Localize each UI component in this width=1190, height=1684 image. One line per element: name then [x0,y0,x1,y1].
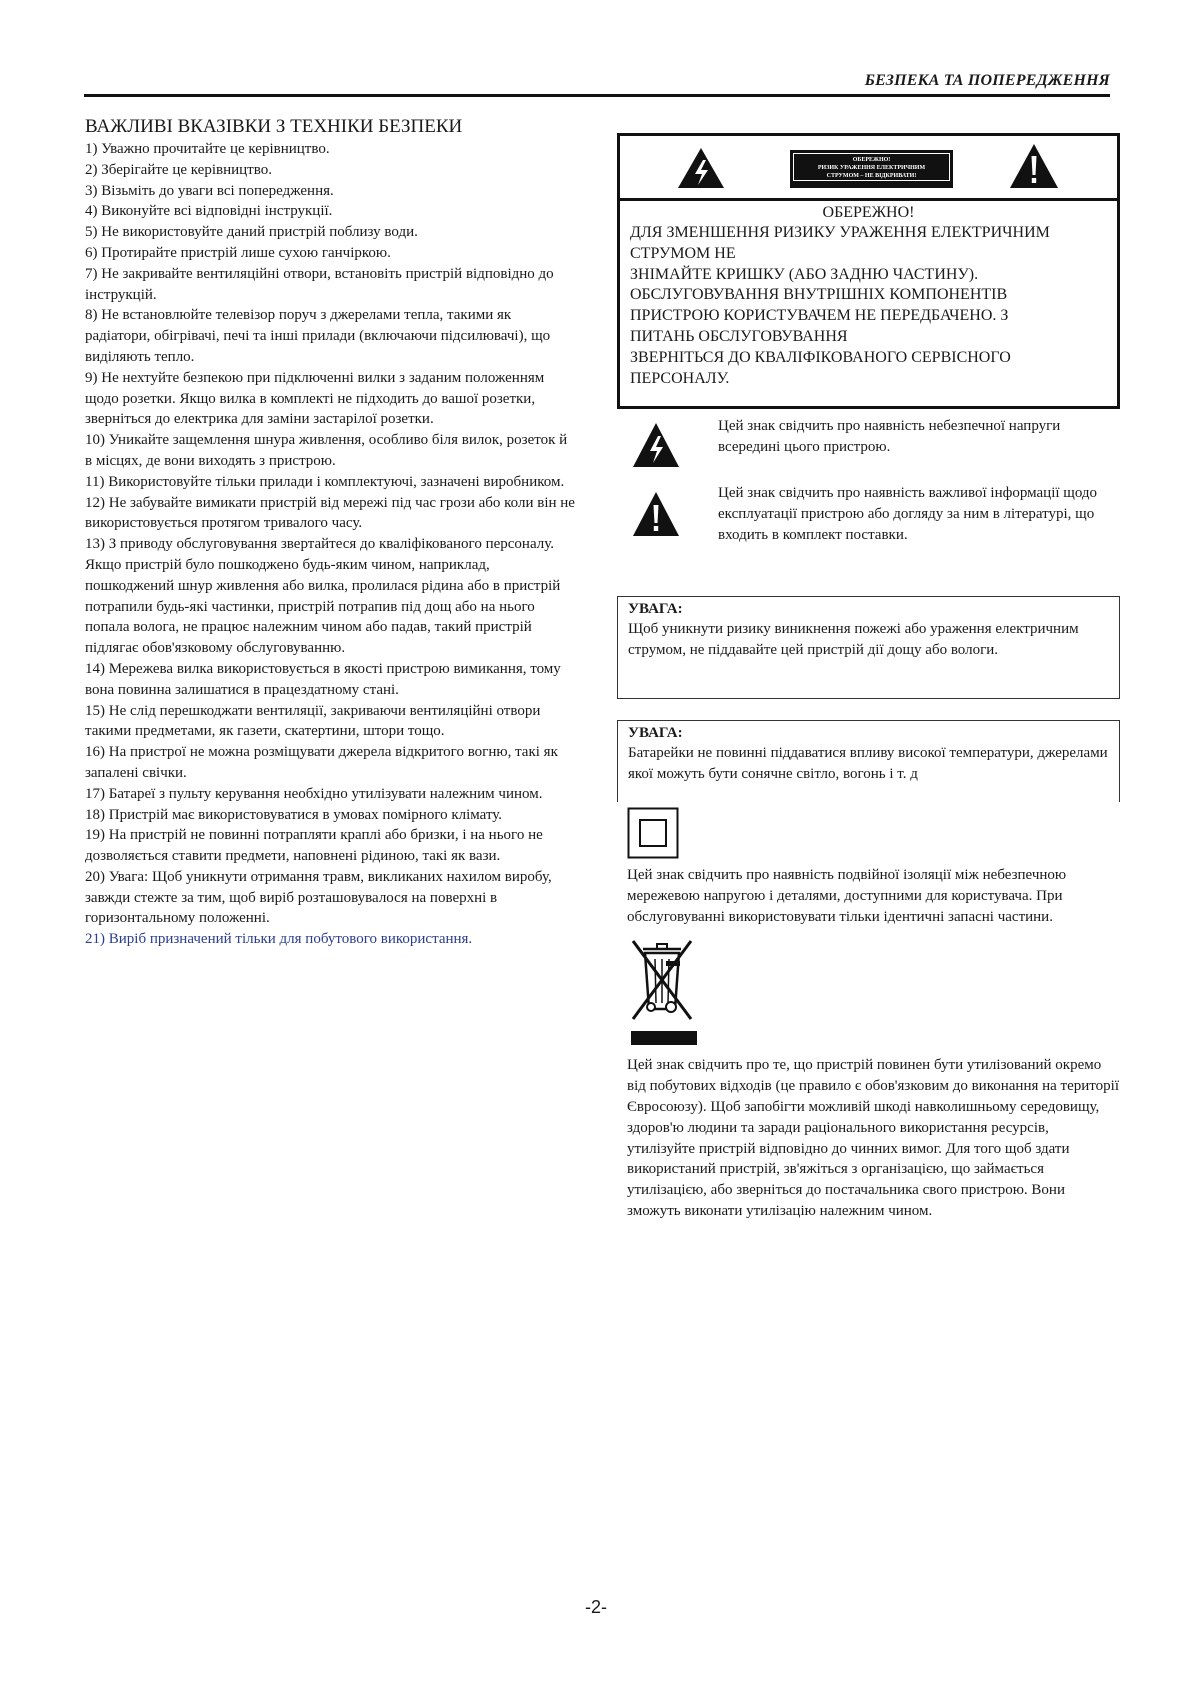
warning-title: УВАГА: [628,601,683,617]
safety-item: 12) Не забувайте вимикати пристрій від мережі під час грози або коли він не використовується протягом тривалого часу. [85,494,575,532]
caution-symbols-row [620,136,1117,201]
caution-label-plate [790,150,953,188]
caution-line: ПРИСТРОЮ КОРИСТУВАЧЕМ НЕ ПЕРЕДБАЧЕНО. З [630,307,1009,325]
caution-line: ЗВЕРНІТЬСЯ ДО КВАЛІФІКОВАНОГО СЕРВІСНОГО [630,348,1011,366]
safety-item: 6) Протирайте пристрій лише сухою ганчіркою. [85,244,391,261]
plate-line: СТРУМОМ – НЕ ВІДКРИВАТИ! [826,173,917,179]
rain-moisture-warning [617,596,1120,699]
safety-title: ВАЖЛИВІ ВКАЗІВКИ З ТЕХНІКИ БЕЗПЕКИ [85,116,463,137]
safety-item: 2) Зберігайте це керівництво. [85,161,272,178]
voltage-sign-description: Цей знак свідчить про наявність небезпечної напруги всередині цього пристрою. [718,418,1061,455]
page-number: -2- [585,1597,607,1617]
safety-item: 11) Використовуйте тільки прилади і комплектуючі, зазначені виробником. [85,473,565,490]
safety-item: 15) Не слід перешкоджати вентиляції, закриваючи вентиляційні отвори такими предметами, як газети, скатертини, штори тощо. [85,702,541,740]
safety-item: 14) Мережева вилка використовується в якості пристрою вимикання, тому вона повинна залишатися в працездатному стані. [85,660,561,698]
caution-line: ПЕРСОНАЛУ. [630,369,730,387]
safety-item: 1) Уважно прочитайте це керівництво. [85,141,330,157]
header-divider [84,94,1110,97]
safety-item: 18) Пристрій має використовуватися в умовах помірного клімату. [85,806,503,823]
warning-text: Батарейки не повинні піддаватися впливу високої температури, джерелами якої можуть бути сонячне світло, вогонь і т. д [628,745,1108,782]
exclamation-warning-icon [1009,143,1059,189]
caution-heading: ОБЕРЕЖНО! [822,204,915,221]
caution-line: ОБСЛУГОВУВАННЯ ВНУТРІШНІХ КОМПОНЕНТІВ [630,286,1008,304]
safety-item: 17) Батареї з пульту керування необхідно утилізувати належним чином. [85,785,543,802]
safety-item-household-use: 21) Виріб призначений тільки для побутового використання. [85,931,473,948]
voltage-sign-row [617,416,1120,483]
info-sign-description: Цей знак свідчить про наявність важливої інформації щодо експлуатації пристрою або догляду за ним в літературі, що входить в комплект поставки. [718,485,1098,543]
caution-line: ПИТАНЬ ОБСЛУГОВУВАННЯ [630,327,848,345]
double-insulation-description: Цей знак свідчить про наявність подвійної ізоляції між небезпечною мережевою напругою і деталями, доступними для користувача. При обслуговуванні використовувати тільки ідентичні запасні частини. [627,867,1067,925]
caution-box [617,133,1120,409]
safety-instructions [85,115,575,950]
warning-text: Щоб уникнути ризику виникнення пожежі або ураження електричним струмом, не піддавайте цей пристрій дії дощу або вологи. [628,621,1079,658]
exclamation-warning-icon [632,491,680,537]
caution-line: СТРУМОМ НЕ [630,244,736,262]
safety-item: 7) Не закривайте вентиляційні отвори, встановіть пристрій відповідно до інструкцій. [85,265,554,303]
safety-item: 19) На пристрій не повинні потрапляти краплі або бризки, і на нього не дозволяється ставити предмети, наповнені рідиною, такі як вази. [85,827,543,865]
safety-item: 9) Не нехтуйте безпекою при підключенні вилки з заданим положенням щодо розетки. Якщо вилка в комплекті не підходить до вашої розетки, зверніться до електрика для заміни застарілої розетки. [85,369,545,428]
safety-item: 16) На пристрої не можна розміщувати джерела відкритого вогню, такі як запалені свічки. [85,744,558,781]
battery-heat-warning [617,720,1120,802]
caution-line: ДЛЯ ЗМЕНШЕННЯ РИЗИКУ УРАЖЕННЯ ЕЛЕКТРИЧНИМ [630,224,1050,241]
lightning-warning-icon [677,147,725,189]
safety-item: 3) Візьміть до уваги всі попередження. [85,182,334,199]
warnings-column [617,133,1120,1222]
safety-item: 10) Уникайте защемлення шнура живлення, особливо біля вилок, розеток й в місцях, де вони виходять з пристрою. [85,432,568,469]
safety-item: 5) Не використовуйте даний пристрій поблизу води. [85,224,418,241]
safety-item: 20) Увага: Щоб уникнути отримання травм, викликаних нахилом виробу, завжди стежте за тим, щоб виріб розташовувалося на поверхні в горизонтальному положенні. [85,868,552,927]
weee-disposal-description: Цей знак свідчить про те, що пристрій повинен бути утилізований окремо від побутових відходів (це правило є обов'язковим до виконання на території Євросоюзу). Щоб запобігти можливій шкоді навколишньому середовищу, здоров'ю людини та заради раціонального використання ресурсів, утилізуйте пристрій відповідно до чинних вимог. Для того щоб здати використаний пристрій, зв'яжіться з організацією, що займається утилізацією, або зверніться до постачальника свого пристрою. Вони зможуть виконати утилізацію належним чином. [627,1057,1119,1219]
safety-item: 13) З приводу обслуговування звертайтеся до кваліфікованого персоналу. Якщо пристрій було пошкоджено будь-яким чином, наприклад, пошкоджений шнур живлення або вилка, пролилася рідина або в пристрій потрапили будь-які частинки, пристрій потрапив під дощ або на нього попала волога, не працює належним чином або падав, такий пристрій підлягає обов'язковому обслуговуванню. [85,536,561,657]
double-insulation-icon [627,807,679,859]
plate-line: РИЗИК УРАЖЕННЯ ЕЛЕКТРИЧНИМ [817,165,926,171]
caution-body [620,223,1117,389]
info-sign-row [617,483,1120,583]
safety-item: 4) Виконуйте всі відповідні інструкції. [85,203,333,220]
section-title: БЕЗПЕКА ТА ПОПЕРЕДЖЕННЯ [864,72,1110,89]
warning-title: УВАГА: [628,725,683,741]
weee-crossed-bin-icon [627,935,699,1047]
plate-line: ОБЕРЕЖНО! [852,157,891,163]
safety-item: 8) Не встановлюйте телевізор поруч з джерелами тепла, такими як радіатори, обігрівачі, печі та інші прилади (включаючи підсилювачі), що виділяють тепло. [85,307,551,365]
lightning-warning-icon [632,422,680,468]
caution-line: ЗНІМАЙТЕ КРИШКУ (АБО ЗАДНЮ ЧАСТИНУ). [630,265,979,283]
